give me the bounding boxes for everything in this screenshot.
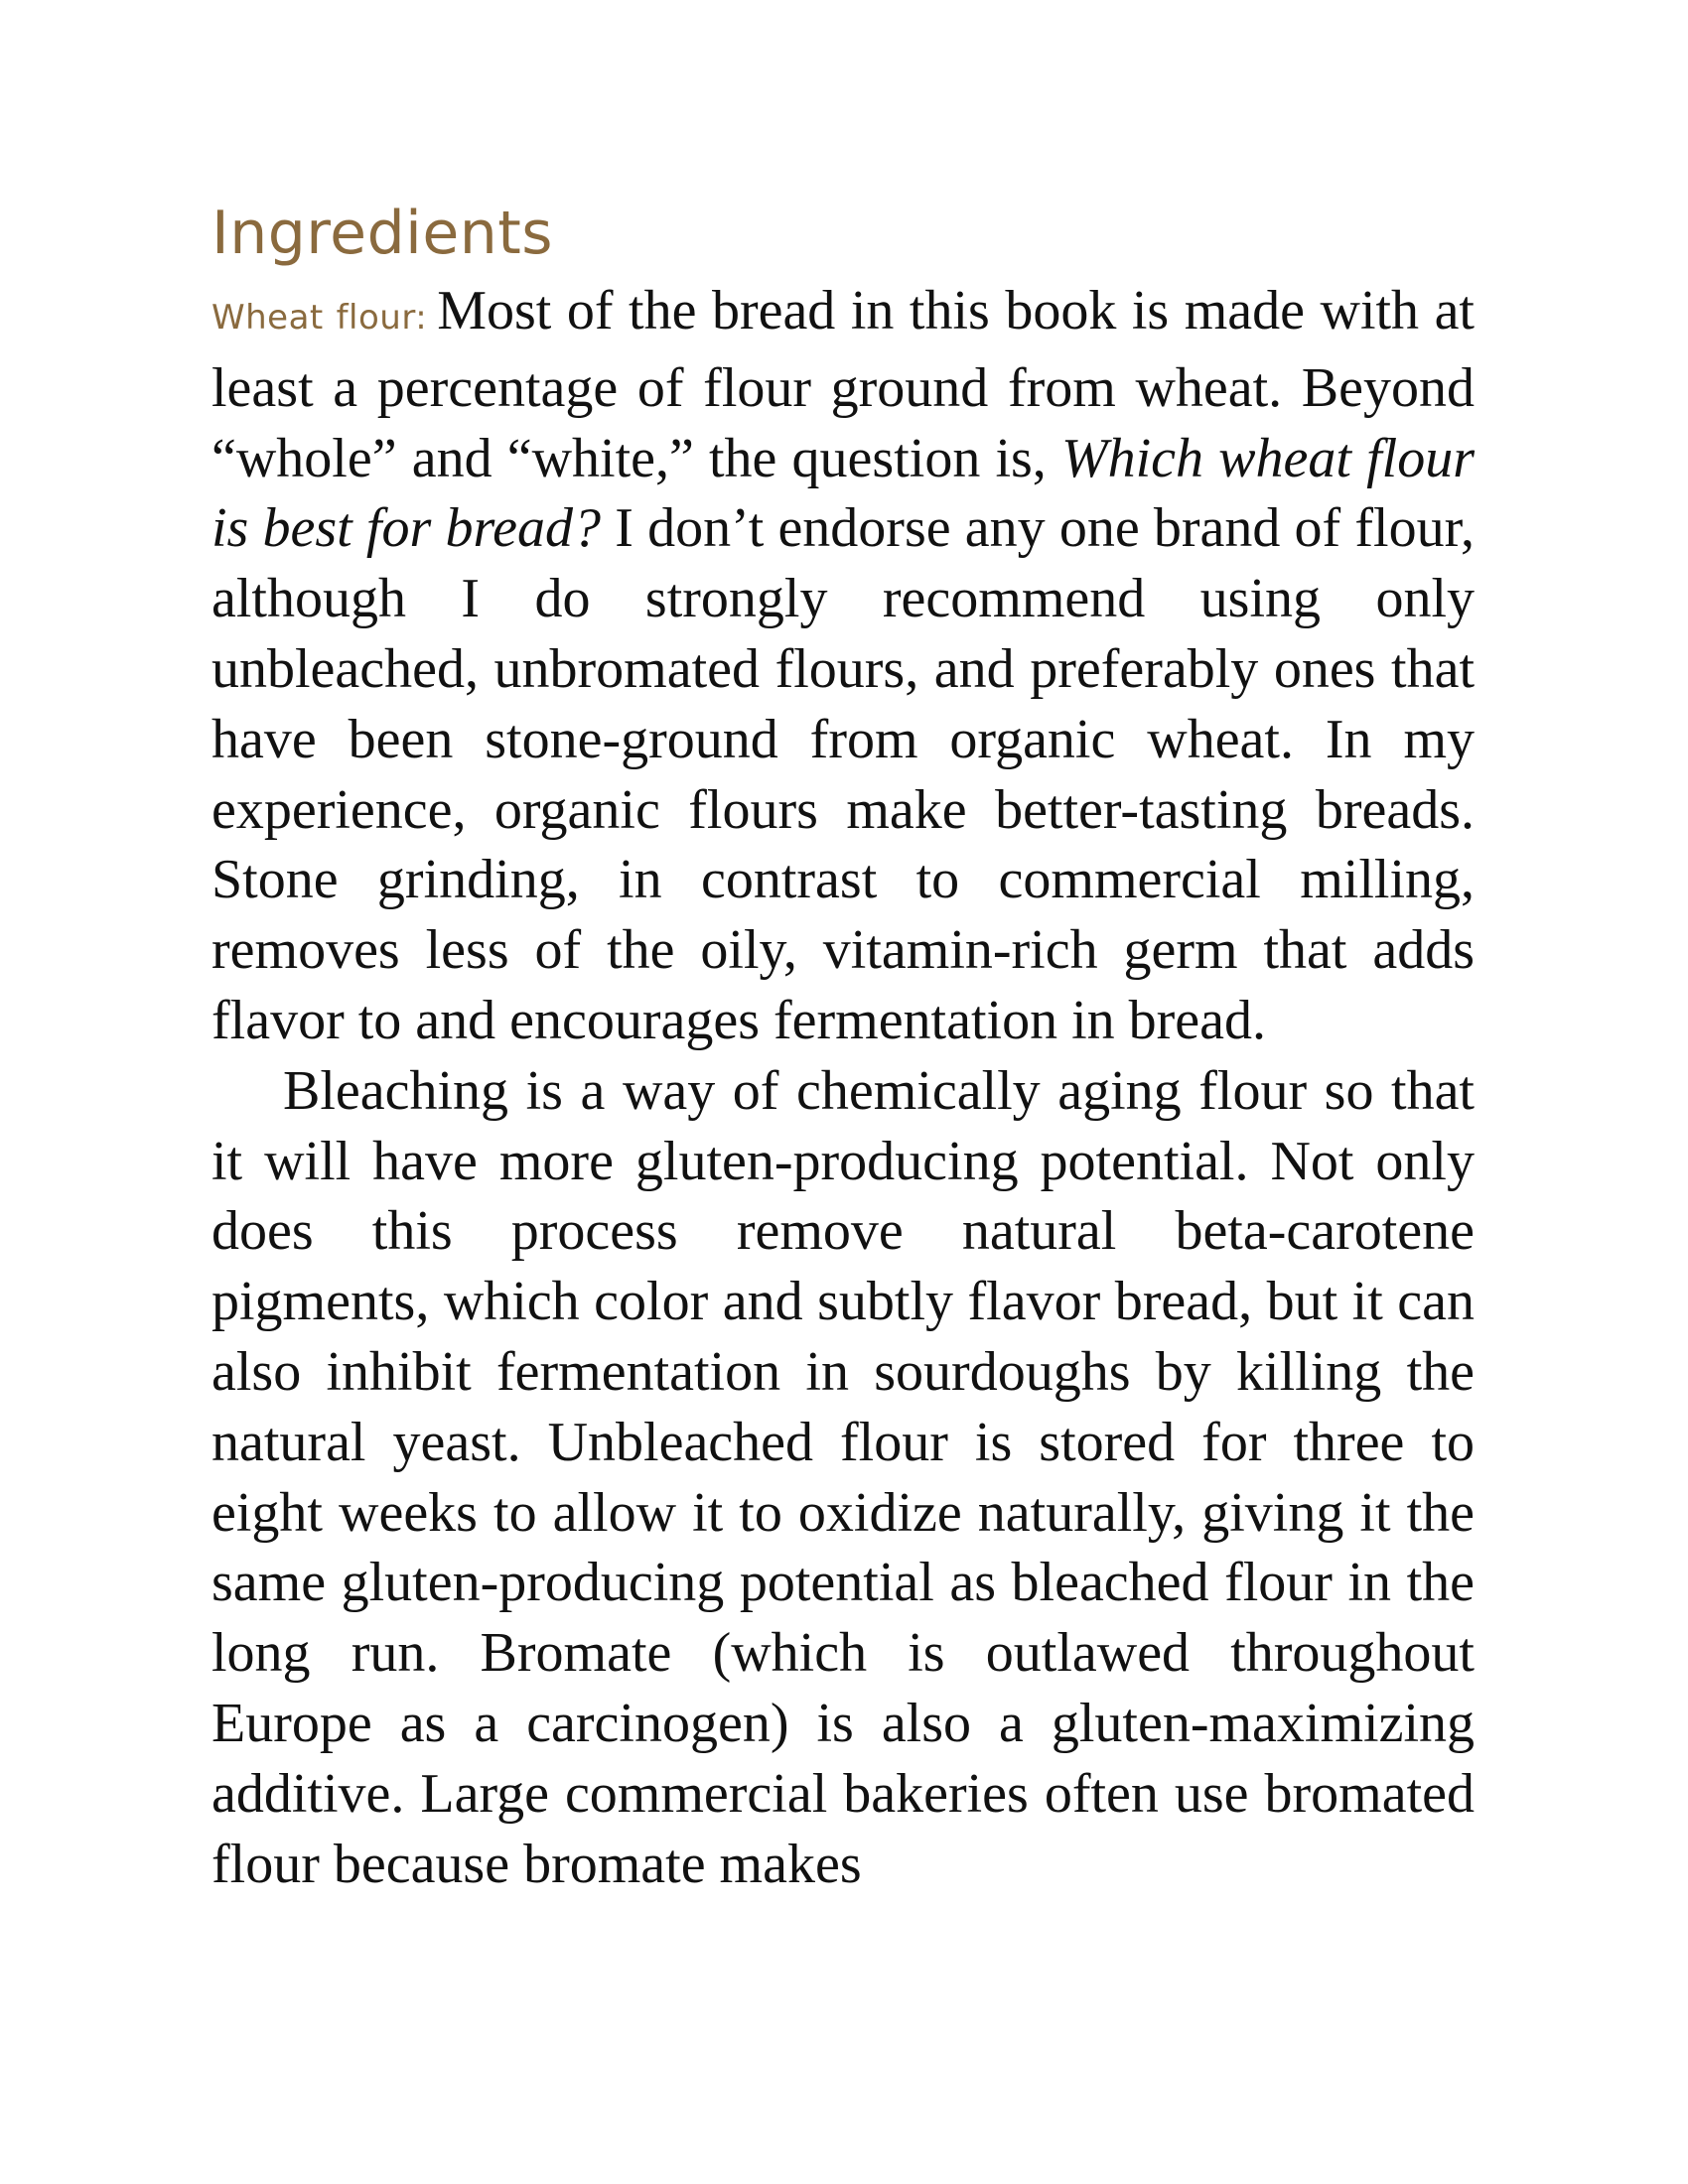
page <box>211 199 1475 1899</box>
italic-question: Which wheat flour is best for bread? <box>211 427 1475 560</box>
run-in-heading: Wheat flour: <box>211 298 428 338</box>
paragraph-text: Most of the bread in this book is made with at least a percentage of flour ground from wheat. Beyond “whole” and “white,” the question is, <box>211 280 1475 489</box>
section-heading: Ingredients <box>211 199 554 268</box>
paragraph-text: I don’t endorse any one brand of flour, although I do strongly recommend using only unbleached, unbromated flours, and preferably ones that have been stone-ground from organic wheat. In my experience, organic flours make better-tasting breads. Stone grinding, in contrast to commercial milling, removes less of the oily, vitamin-rich germ that adds flavor to and encourages fermentation in bread. <box>211 497 1475 1051</box>
paragraph-wheat-flour <box>211 276 1475 1056</box>
paragraph-bleaching: Bleaching is a way of chemically aging flour so that it will have more gluten-producing potential. Not only does this process remove natural beta-carotene pigments, which color and subtly flavor bread, but it can also inhibit fermentation in sourdoughs by killing the natural yeast. Unbleached flour is stored for three to eight weeks to allow it to oxidize naturally, giving it the same gluten-producing potential as bleached flour in the long run. Bromate (which is outlawed throughout Europe as a carcinogen) is also a gluten-maximizing additive. Large commercial bakeries often use bromated flour because bromate makes <box>211 1059 1475 1895</box>
